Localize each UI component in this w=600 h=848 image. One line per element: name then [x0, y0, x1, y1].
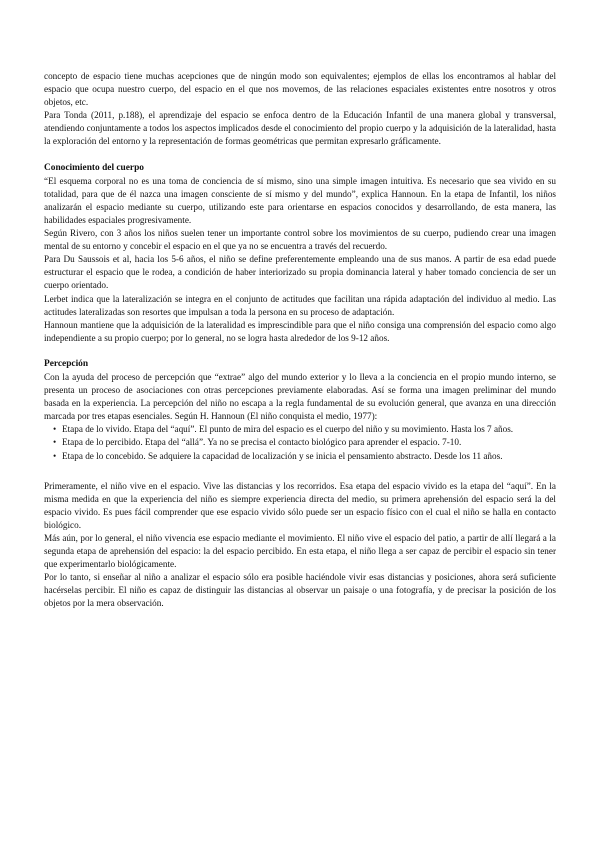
list-item-text: Etapa de lo vivido. Etapa del “aquí”. El punto de mira del espacio es el cuerpo del niño y su movimiento. Hasta los 7 años. [62, 424, 514, 435]
list-item [53, 450, 556, 463]
closing-paragraph: Por lo tanto, si enseñar al niño a analizar el espacio sólo era posible haciéndole vivir esas distancias y posiciones, ahora será suficiente hacérselas percibir. El niño es capaz de distinguir las distancias al observar un paisaje o una fotografía, y de precisar la posición de los objetos por la mera observación. [44, 572, 556, 609]
heading-body-knowledge: Conocimiento del cuerpo [44, 162, 144, 173]
bullet-icon: • [53, 437, 57, 448]
body-paragraph: Hannoun mantiene que la adquisición de la lateralidad es imprescindible para que el niño consiga una comprensión del espacio como algo independiente a su propio cuerpo; por lo general, no se logra hasta alrededor de los 9-12 años. [44, 319, 556, 343]
closing-paragraph: Primeramente, el niño vive en el espacio. Vive las distancias y los recorridos. Esa etapa del espacio vivido es la etapa del “aquí”. En la misma medida en que la experiencia del niño es siempre experiencia directa del medio, su primera aprehensión del espacio será la del espacio vivido. Es pues fácil comprender que ese espacio vivido sólo puede ser un espacio físico con el cual el niño se halla en contacto biológico. [44, 480, 556, 530]
intro-paragraph: concepto de espacio tiene muchas acepciones que de ningún modo son equivalentes; ejemplos de ellas los encontramos al hablar del espacio que ocupa nuestro cuerpo, del espacio en el que nos movemos, de las relaciones espaciales existentes entre nosotros y otros objetos, etc. [44, 71, 556, 108]
heading-perception: Percepción [44, 358, 89, 369]
closing-paragraph: Más aún, por lo general, el niño vivencia ese espacio mediante el movimiento. El niño vive el espacio del patio, a partir de allí llegará a la segunda etapa de aprehensión del espacio: la del espacio percibido. En esta etapa, el niño llega a ser capaz de percibir el espacio sin tener que experimentarlo biológicamente. [44, 533, 556, 570]
intro-paragraph: Para Tonda (2011, p.188), el aprendizaje del espacio se enfoca dentro de la Educación Infantil de una manera global y transversal, atendiendo conjuntamente a todos los aspectos implicados desde el conocimiento del propio cuerpo y la adquisición de la lateralidad, hasta la exploración del entorno y la representación de formas geométricas que permitan expresarlo gráficamente. [44, 110, 556, 147]
stages-list [44, 423, 556, 462]
spacer [44, 463, 556, 476]
bullet-icon: • [53, 424, 57, 435]
bullet-icon: • [53, 450, 57, 461]
list-item [53, 436, 556, 449]
spacer [44, 149, 556, 162]
body-paragraph: Según Rivero, con 3 años los niños suelen tener un importante control sobre los movimientos de su cuerpo, pudiendo crear una imagen mental de su entorno y concebir el espacio en el que ya no se encuentra a través del recuerdo. [44, 228, 556, 252]
body-paragraph: Para Du Saussois et al, hacia los 5-6 años, el niño se define preferentemente empleando una de sus manos. A partir de esa edad puede estructurar el espacio que le rodea, a condición de haber interiorizado su propia dominancia lateral y haber tomado conciencia de ser un cuerpo orientado. [44, 254, 556, 291]
list-item [53, 423, 556, 436]
list-item-text: Etapa de lo percibido. Etapa del “allá”. Ya no se precisa el contacto biológico para aprender el espacio. 7-10. [62, 437, 462, 448]
list-item-text: Etapa de lo concebido. Se adquiere la capacidad de localización y se inicia el pensamiento abstracto. Desde los 11 años. [62, 450, 503, 461]
perception-paragraph: Con la ayuda del proceso de percepción que “extrae” algo del mundo exterior y lo lleva a la conciencia en el propio mundo interno, se presenta un proceso de asociaciones con otras percepciones previamente elaboradas. Así se forma una imagen preliminar del mundo basada en la experiencia. La percepción del niño no escapa a la regla fundamental de su evolución general, que avanza en una dirección marcada por tres etapas esenciales. Según H. Hannoun (El niño conquista el medio, 1977): [44, 371, 556, 422]
body-paragraph: “El esquema corporal no es una toma de conciencia de sí mismo, sino una simple imagen intuitiva. Es necesario que sea vivido en su totalidad, para que de él nazca una imagen consciente de sí mismo y del mundo”, explica Hannoun. En la etapa de Infantil, los niños analizarán el espacio mediante su cuerpo, utilizando este para orientarse en espacios conocidos y desarrollando, de esta manera, las habilidades espaciales progresivamente. [44, 175, 556, 225]
spacer [44, 345, 556, 358]
body-paragraph: Lerbet indica que la lateralización se integra en el conjunto de actitudes que facilitan una rápida adaptación del individuo al medio. Las actitudes lateralizadas son resortes que impulsan a toda la persona en su proceso de adaptación. [44, 293, 556, 317]
